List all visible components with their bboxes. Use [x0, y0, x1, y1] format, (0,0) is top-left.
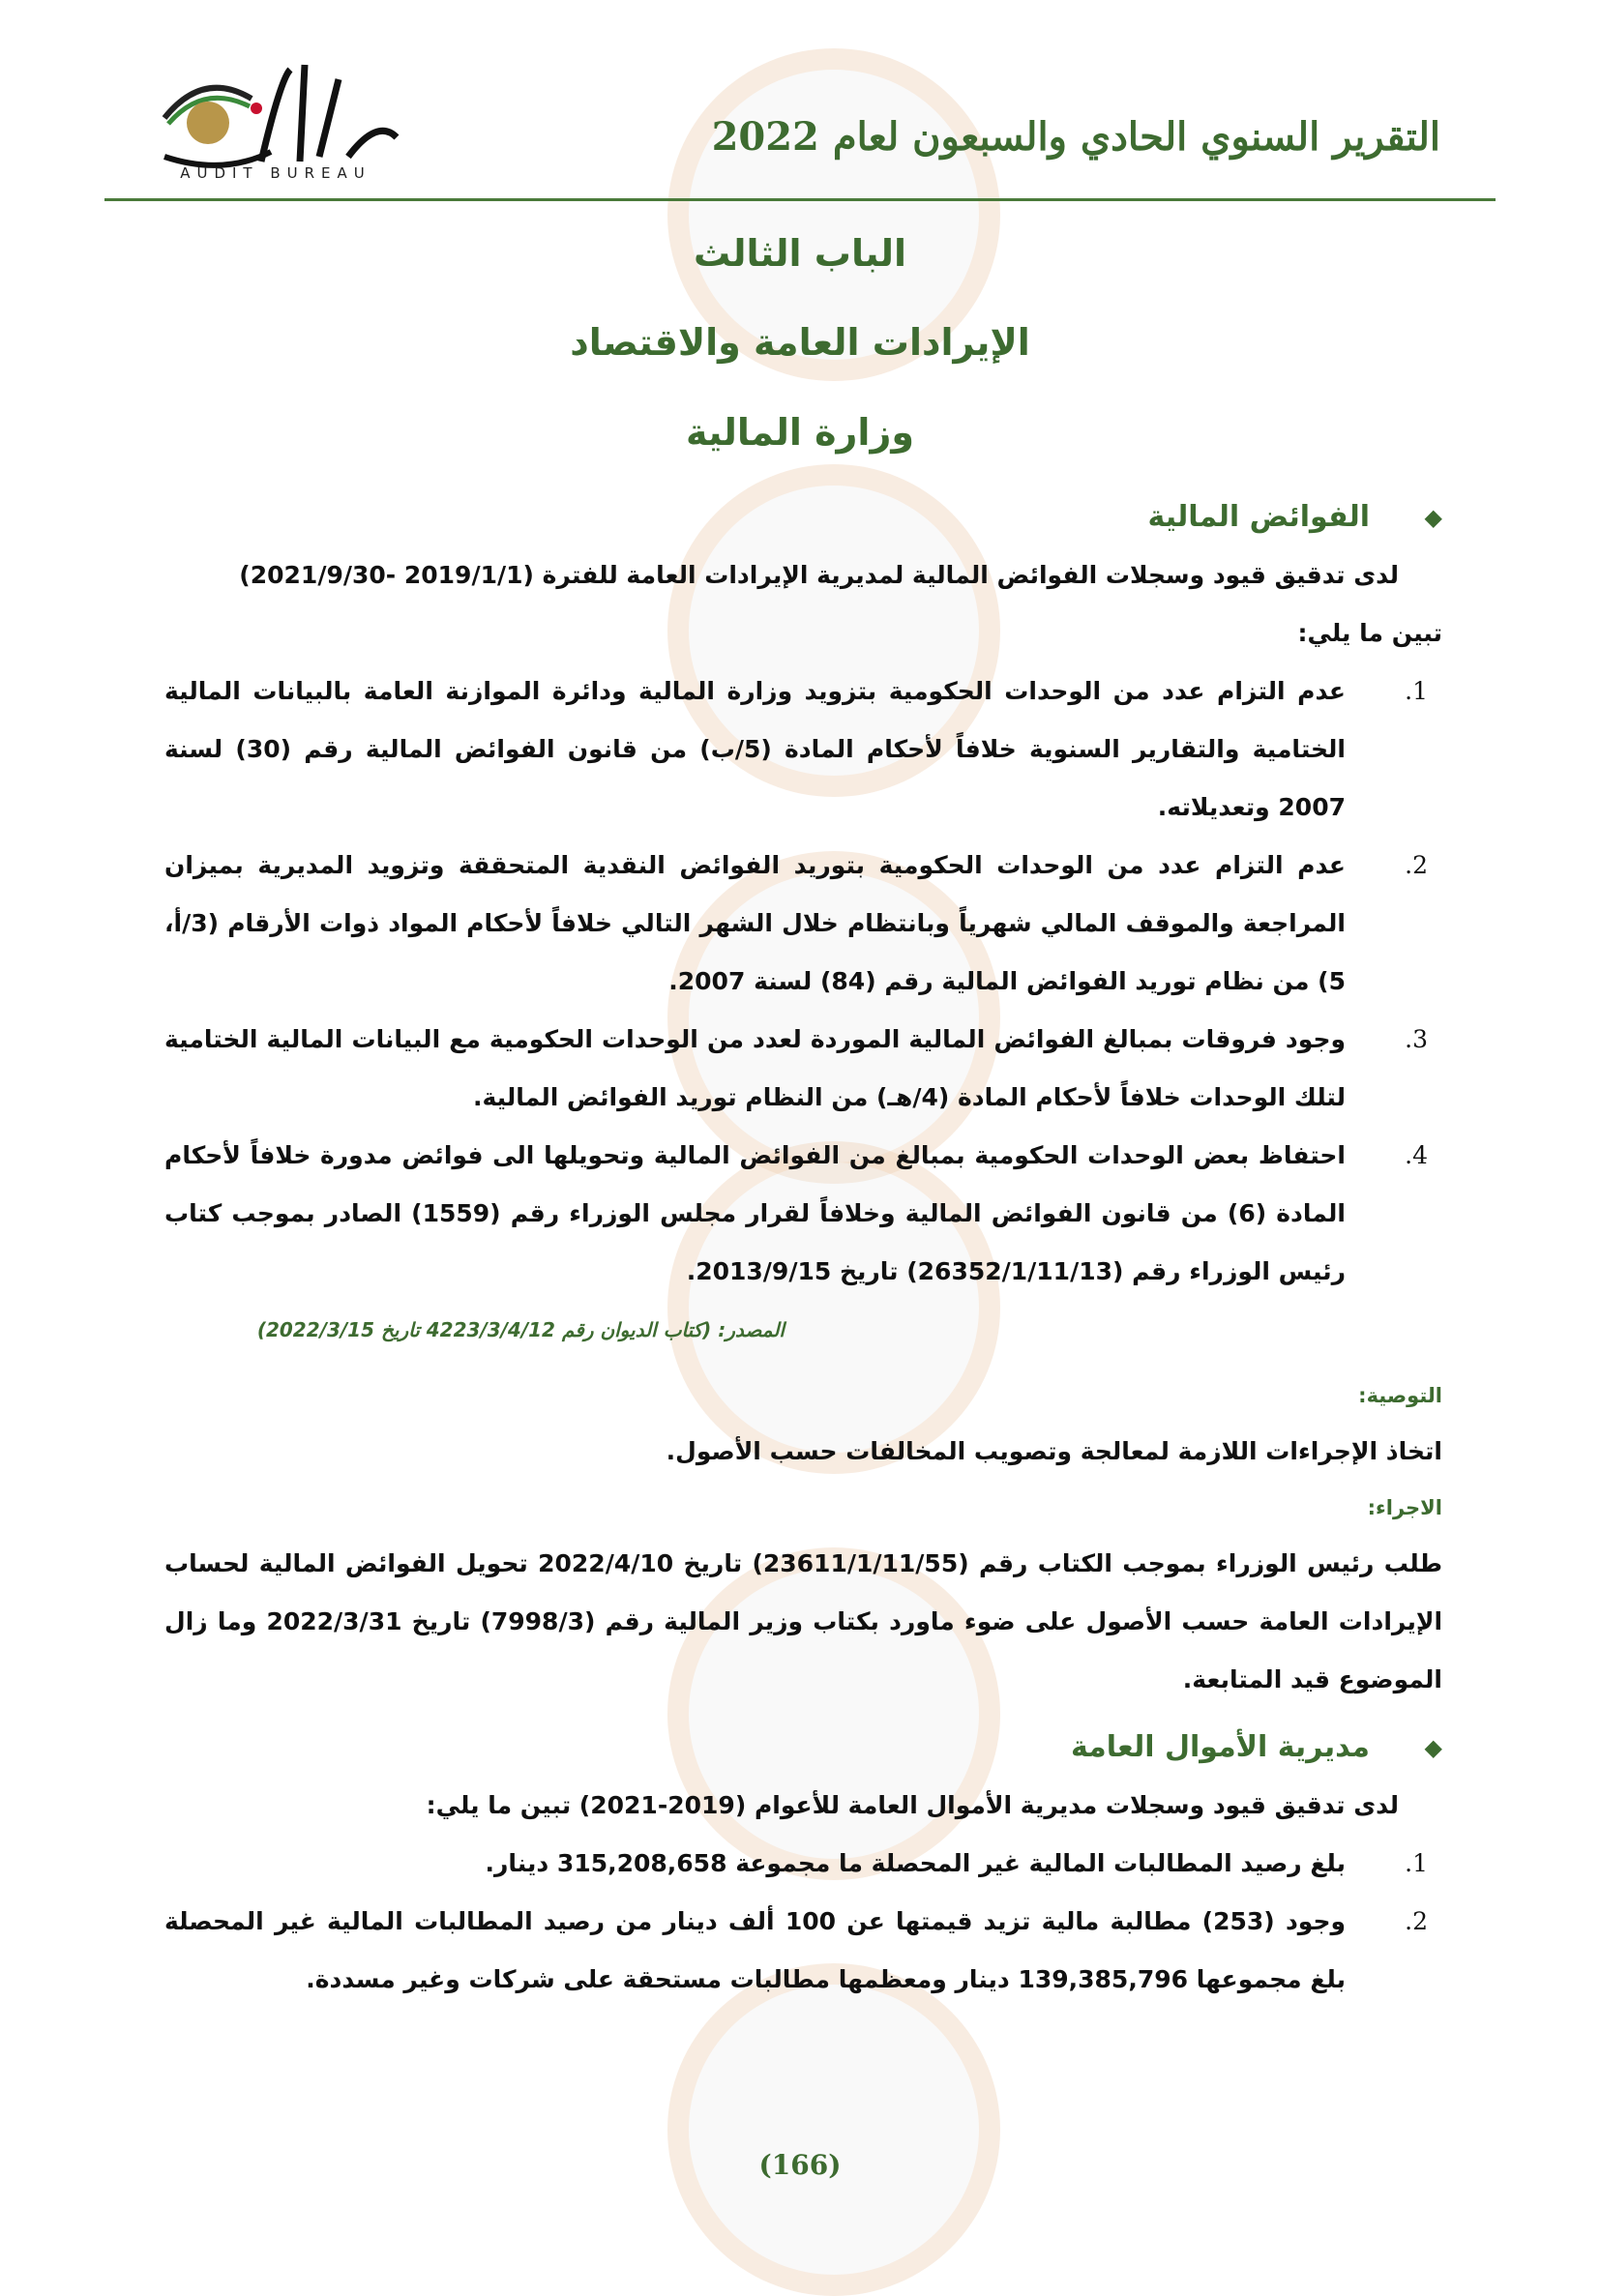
page-number: (166): [758, 2149, 842, 2181]
item-number: 4.: [1405, 1141, 1428, 1169]
section-heading-public-funds: [164, 1719, 1442, 1777]
item-number: 2.: [1405, 851, 1428, 879]
report-title: التقرير السنوي الحادي والسبعون لعام 2022: [711, 114, 1440, 160]
item-text: وجود فروقات بمبالغ الفوائض المالية الموردة لعدد من الوحدات الحكومية مع البيانات المالية الختامية لتلك الوحدات خلافاً لأحكام المادة (4/هـ) من النظام توريد الفوائض المالية.: [164, 1025, 1346, 1111]
list-item: [164, 1127, 1442, 1301]
item-text: عدم التزام عدد من الوحدات الحكومية بتزويد وزارة المالية ودائرة الموازنة العامة بالبيانات المالية الختامية والتقارير السنوية خلافاً لأحكام المادة (5/ب) من قانون الفوائض المالية رقم (30) لسنة 2007 وتعديلاته.: [164, 677, 1347, 821]
diamond-bullet-icon: ◆: [1424, 1734, 1442, 1761]
ministry-title: وزارة المالية: [686, 411, 914, 454]
recommendation-label: التوصية:: [1358, 1384, 1442, 1407]
item-number: 1.: [1405, 677, 1428, 705]
diamond-bullet-icon: ◆: [1424, 504, 1442, 531]
page-content: [164, 488, 1442, 2009]
list-item: [164, 837, 1442, 1011]
item-text: وجود (253) مطالبة مالية تزيد قيمتها عن 100 ألف دينار من رصيد المطالبات المالية غير المحصلة بلغ مجموعها 139,385,796 دينار ومعظمها مطالبات مستحقة على شركات وغير مسددة.: [164, 1907, 1346, 1993]
item-number: 1.: [1405, 1849, 1428, 1877]
findings-list: [164, 1835, 1442, 2009]
list-item: [164, 1011, 1442, 1127]
section-heading-surpluses: [164, 488, 1442, 546]
list-item: [164, 1893, 1442, 2009]
action-text: طلب رئيس الوزراء بموجب الكتاب رقم (23611/1/11/55) تاريخ 2022/4/10 تحويل الفوائض المالية لحساب الإيرادات العامة حسب الأصول على ضوء ماورد بكتاب وزير المالية رقم (7998/3) تاريخ 2022/3/31 وما زال الموضوع قيد المتابعة.: [164, 1549, 1443, 1693]
logo-text-en: AUDIT BUREAU: [180, 164, 371, 182]
item-text: عدم التزام عدد من الوحدات الحكومية بتوريد الفوائض النقدية المتحققة وتزويد المديرية بميزان المراجعة والموقف المالي شهرياً وبانتظام خلال الشهر التالي خلافاً لأحكام المواد ذوات الأرقام (3/أ، 5) من نظام توريد الفوائض المالية رقم (84) لسنة 2007.: [164, 851, 1346, 995]
section-intro-2: تبين ما يلي:: [1297, 619, 1442, 647]
item-text: احتفاظ بعض الوحدات الحكومية بمبالغ من الفوائض المالية وتحويلها الى فوائض مدورة خلافاً لأحكام المادة (6) من قانون الفوائض المالية وخلافاً لقرار مجلس الوزراء رقم (1559) الصادر بموجب كتاب رئيس الوزراء رقم (26352/1/11/13) تاريخ 2013/9/15.: [164, 1141, 1346, 1285]
item-number: 2.: [1405, 1907, 1428, 1935]
chapter-subtitle: الإيرادات العامة والاقتصاد: [570, 321, 1030, 364]
item-text: بلغ رصيد المطالبات المالية غير المحصلة ما مجموعة 315,208,658 دينار.: [485, 1849, 1346, 1877]
chapter-title: الباب الثالث: [693, 232, 907, 275]
list-item: [164, 1835, 1442, 1893]
item-number: 3.: [1405, 1025, 1428, 1053]
section-heading-text: الفوائض المالية: [1147, 500, 1370, 534]
recommendation-text: اتخاذ الإجراءات اللازمة لمعالجة وتصويب المخالفات حسب الأصول.: [666, 1437, 1442, 1465]
section-heading-text: مديرية الأموال العامة: [1070, 1730, 1370, 1764]
section-intro: لدى تدقيق قيود وسجلات الفوائض المالية لمديرية الإيرادات العامة للفترة (2019/1/1 -2021/9/30): [239, 561, 1399, 589]
findings-list: [164, 662, 1442, 1301]
section-intro: لدى تدقيق قيود وسجلات مديرية الأموال العامة للأعوام (2019-2021) تبين ما يلي:: [426, 1791, 1399, 1819]
list-item: [164, 662, 1442, 837]
watermark: [667, 1963, 1000, 2296]
page-header: [0, 0, 1600, 203]
action-label: الاجراء:: [1367, 1496, 1442, 1519]
header-divider: [104, 198, 1496, 201]
source-note: المصدر: (كتاب الديوان رقم 4223/3/4/12 تاريخ 2022/3/15): [256, 1318, 785, 1341]
